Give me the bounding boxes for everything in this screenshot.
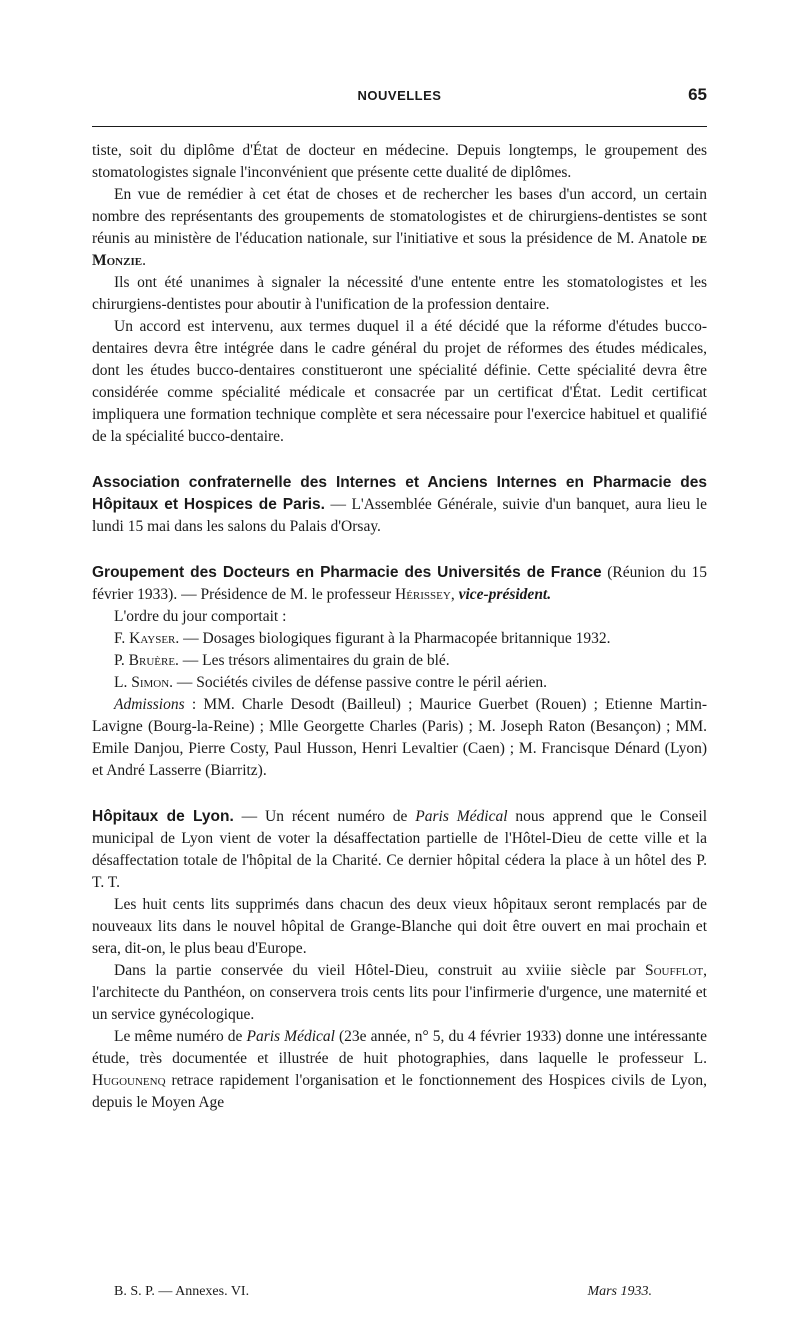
intro-paragraph-2 <box>92 184 707 272</box>
lyon-paragraph-2: Les huit cents lits supprimés dans chacun des deux vieux hôpitaux seront remplacés par de nouveaux lits dans le nouvel hôpital de Grange-Blanche qui doit être ouvert en mai prochain et sera, dit-on, le plus beau d'Europe. <box>92 896 707 957</box>
agenda-intro: L'ordre du jour comportait : <box>114 608 287 625</box>
lyon-text-a: — Un récent numéro de <box>233 808 416 825</box>
intro-paragraph-2-text: En vue de remédier à cet état de choses et de rechercher les bases d'un accord, un certain nombre des représentants des groupements de stomatologistes et de chirurgiens-dentistes se sont réunis au ministère de l'éducation nationale, sur l'initiative et sous la présidence de M. Anatole <box>92 186 707 247</box>
groupement-president-role: vice-président. <box>458 586 552 603</box>
lyon-text-b: nous apprend que le Conseil municipal de Lyon vient de voter la désaffectation partielle de l'Hôtel-Dieu de cette ville et la désaffectation totale de l'hôpital de la Charité. Ce dernier hôpital cédera la place à un hôtel des P. T. T. <box>92 808 708 891</box>
professor-name: Hugounenq <box>92 1072 166 1089</box>
agenda-text: . — Les trésors alimentaires du grain de blé. <box>175 652 450 669</box>
footer-date: Mars 1933. <box>587 1284 652 1299</box>
lyon-title: Hôpitaux de Lyon. <box>92 808 234 825</box>
header-rule <box>92 126 707 127</box>
agenda-text: . — Sociétés civiles de défense passive contre le péril aérien. <box>169 674 548 691</box>
president-name: de Monzie <box>92 230 707 269</box>
agenda-author: L. Simon <box>114 674 170 691</box>
intro-paragraph-3: Ils ont été unanimes à signaler la nécessité d'une entente entre les stomatologistes et les chirurgiens-dentistes pour aboutir à l'unification de la profession dentaire. <box>92 274 707 313</box>
agenda-item <box>92 672 707 694</box>
admissions-text: : MM. Charle Desodt (Bailleul) ; Maurice Guerbet (Rouen) ; Etienne Martin-Lavigne (Bourg-la-Reine) ; Mlle Georgette Charles (Paris) ; M. Joseph Raton (Besançon) ; MM. Emile Danjou, Pierre Costy, Paul Husson, Henri Levaltier (Caen) ; M. Francisque Dénard (Lyon) et André Lasserre (Biarritz). <box>92 696 707 779</box>
agenda-text: . — Dosages biologiques figurant à la Pharmacopée britannique 1932. <box>175 630 611 647</box>
lyon-paragraph-3-a: Dans la partie conservée du vieil Hôtel-Dieu, construit au xviiie siècle par <box>114 962 645 979</box>
groupement-section: Groupement des Docteurs en Pharmacie des Universités de France (Réunion du 15 février 1933). — Présidence de M. le professeur Hérissey, vice-président. <box>92 564 707 603</box>
agenda-author: F. Kayser <box>114 630 176 647</box>
groupement-title: Groupement des Docteurs en Pharmacie des Universités de France <box>92 564 602 581</box>
journal-name: Paris Médical <box>415 808 508 825</box>
lyon-paragraph-4-a: Le même numéro de <box>114 1028 247 1045</box>
agenda-author: P. Bruère <box>114 652 176 669</box>
agenda-item <box>92 650 707 672</box>
architect-name: Soufflot <box>644 962 704 979</box>
article-body <box>92 140 707 1114</box>
intro-paragraph-2-end: . <box>142 252 146 269</box>
journal-name-2: Paris Médical <box>246 1028 335 1045</box>
groupement-meeting: (Réunion du 15 février 1933). — Présidence de M. le professeur <box>92 564 707 603</box>
agenda-item <box>92 628 707 650</box>
lyon-paragraph-3-b: , l'architecte du Panthéon, on conservera trois cents lits pour l'infirmerie d'urgence, une maternité et un service gynécologique. <box>92 962 707 1023</box>
page-number: 65 <box>688 85 707 104</box>
association-text: — L'Assemblée Générale, suivie d'un banquet, aura lieu le lundi 15 mai dans les salons du Palais d'Orsay. <box>92 496 708 535</box>
running-title: NOUVELLES <box>357 88 442 103</box>
lyon-section <box>92 806 707 894</box>
intro-paragraph-4: Un accord est intervenu, aux termes duquel il a été décidé que la réforme d'études bucco-dentaires devra être intégrée dans le cadre général du projet de réformes des études médicales, dont les études bucco-dentaires constitueront une spécialité définie. Cette spécialité devra être considérée comme spécialité médicale et consacrée par un certificat d'État. Ledit certificat impliquera une formation technique complète et sera nécessaire pour l'exercice habituel et qualifié de la spécialité bucco-dentaire. <box>92 318 707 445</box>
association-section <box>92 472 707 538</box>
lyon-paragraph-4 <box>92 1026 707 1114</box>
intro-paragraph-1: tiste, soit du diplôme d'État de docteur en médecine. Depuis longtemps, le groupement des stomatologistes signale l'inconvénient que présente cette dualité de diplômes. <box>92 142 707 181</box>
lyon-paragraph-3 <box>92 960 707 1026</box>
admissions-label: Admissions <box>114 696 185 713</box>
footer-source: B. S. P. — Annexes. VI. <box>114 1284 250 1299</box>
groupement-president: Hérissey <box>395 586 451 603</box>
admissions-paragraph <box>92 694 707 782</box>
association-title: Association confraternelle des Internes et Anciens Internes en Pharmacie des Hôpitaux et Hospices de Paris. <box>92 474 707 513</box>
page-header <box>92 85 707 114</box>
lyon-paragraph-4-c: retrace rapidement l'organisation et le fonctionnement des Hospices civils de Lyon, depuis le Moyen Age <box>92 1072 707 1111</box>
lyon-paragraph-4-b: (23e année, n° 5, du 4 février 1933) donne une intéressante étude, très documentée et illustrée de huit photographies, dans laquelle le professeur L. <box>92 1028 708 1067</box>
